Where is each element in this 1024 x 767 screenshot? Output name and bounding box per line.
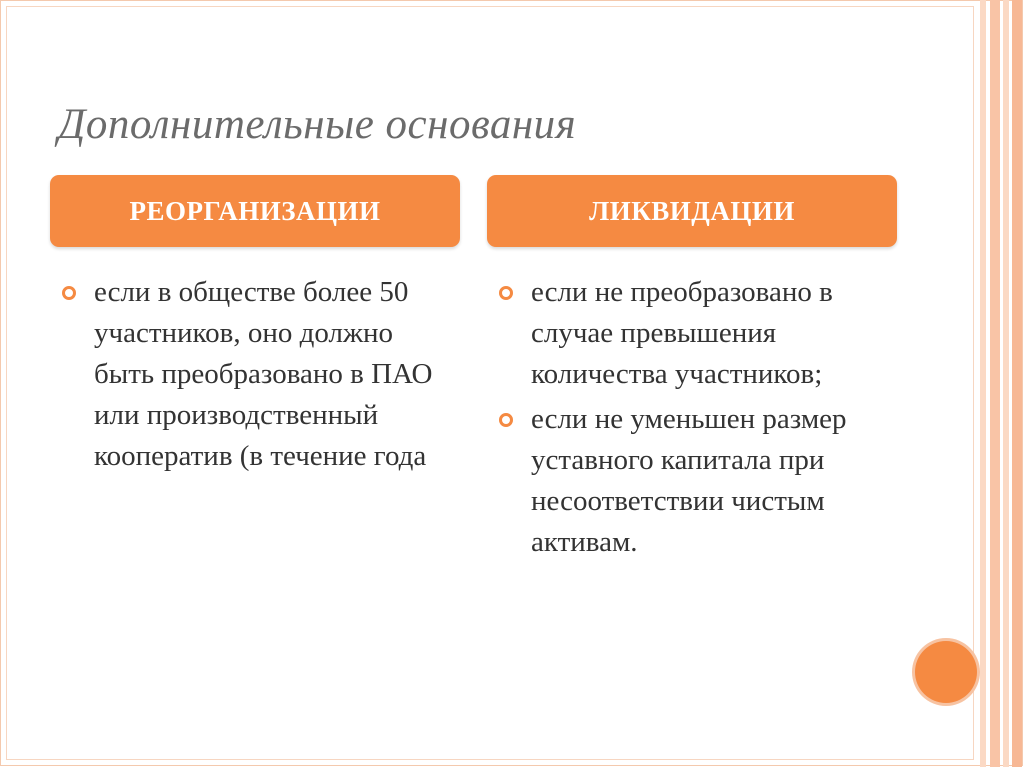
list-item	[499, 399, 899, 563]
bullet-text: если не преобразовано в случае превышения количества участников;	[531, 276, 833, 390]
bullet-text: если не уменьшен размер уставного капитала при несоответствии чистым активам.	[531, 403, 847, 558]
slide-title: Дополнительные основания	[58, 101, 577, 148]
column-header-reorganization: РЕОРГАНИЗАЦИИ	[50, 175, 460, 247]
bullet-ring-icon	[499, 286, 513, 300]
bullet-text: если в обществе более 50 участников, оно должно быть преобразовано в ПАО или производственный кооператив (в течение года	[94, 276, 433, 472]
stripe	[990, 0, 1000, 767]
stripe	[1003, 0, 1009, 767]
bullet-ring-icon	[62, 286, 76, 300]
column-header-liquidation: ЛИКВИДАЦИИ	[487, 175, 897, 247]
bullet-ring-icon	[499, 413, 513, 427]
decorative-circle-icon	[915, 641, 977, 703]
list-item	[62, 272, 442, 477]
stripe	[1012, 0, 1022, 767]
column-liquidation	[499, 272, 899, 567]
stripe	[980, 0, 986, 767]
decorative-stripes	[978, 0, 1024, 767]
list-item	[499, 272, 899, 395]
column-reorganization	[62, 272, 442, 481]
